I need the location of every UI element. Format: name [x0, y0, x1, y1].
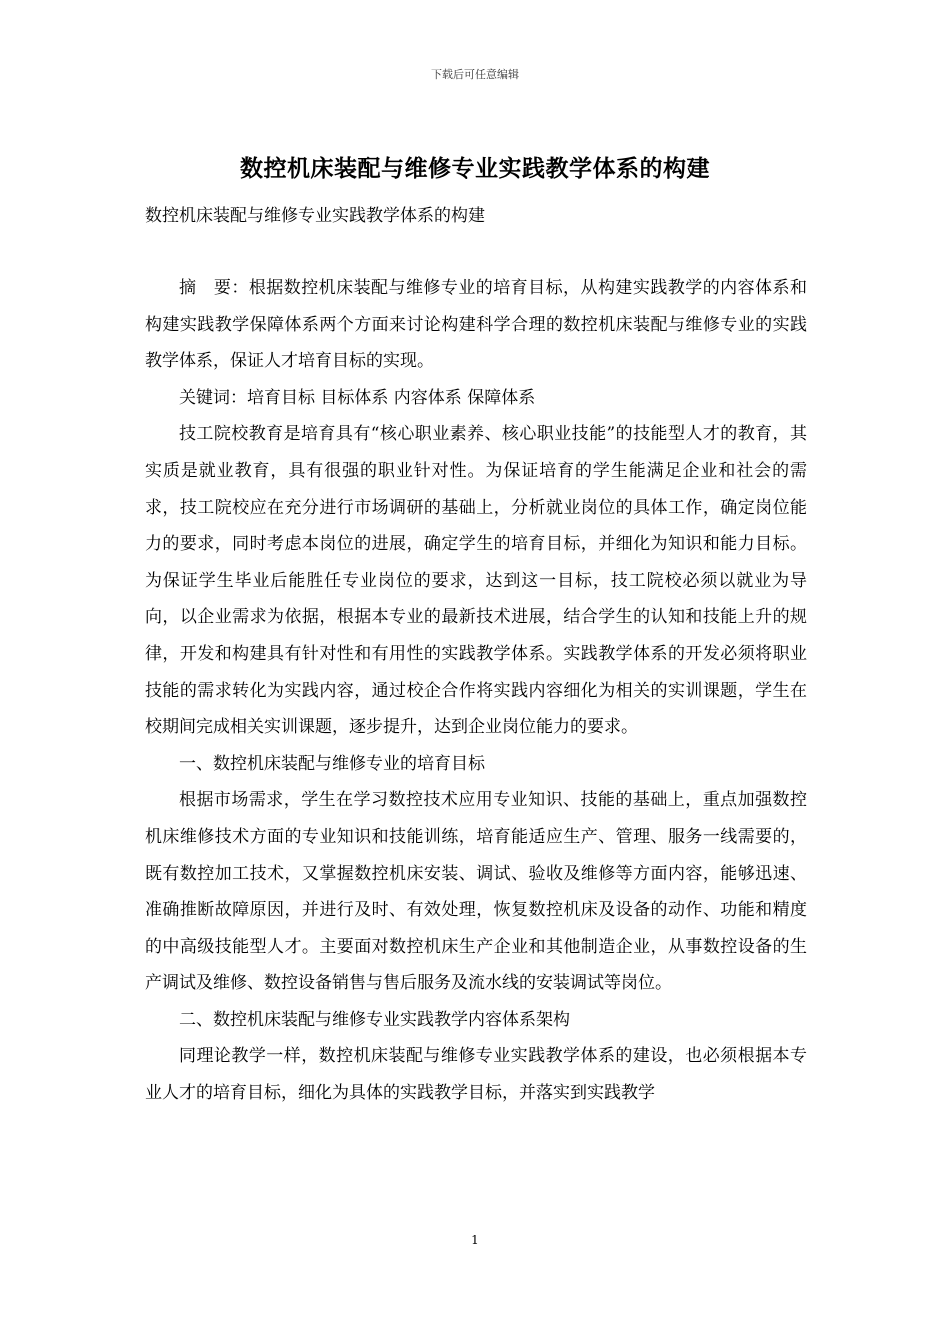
abstract-paragraph: 摘 要：根据数控机床装配与维修专业的培育目标，从构建实践教学的内容体系和构建实践教学保障体系两个方面来讨论构建科学合理的数控机床装配与维修专业的实践教学体系，保证人才培育目标的实现。: [145, 278, 807, 372]
page-number: 1: [471, 1233, 479, 1247]
page-header-note: 下载后可任意编辑: [431, 68, 519, 81]
section-heading-2: 二、数控机床装配与维修专业实践教学内容体系架构: [179, 1009, 570, 1030]
section-2-paragraph: 同理论教学一样，数控机床装配与维修专业实践教学体系的建设，也必须根据本专业人才的培育目标，细化为具体的实践教学目标，并落实到实践教学: [145, 1046, 807, 1104]
document-body: [145, 270, 807, 1112]
section-heading-1: 一、数控机床装配与维修专业的培育目标: [179, 753, 485, 774]
keywords-paragraph: 关键词：培育目标 目标体系 内容体系 保障体系: [179, 387, 536, 408]
document-subtitle: 数控机床装配与维修专业实践教学体系的构建: [145, 206, 485, 226]
intro-paragraph: 技工院校教育是培育具有“核心职业素养、核心职业技能”的技能型人才的教育，其实质是就业教育，具有很强的职业针对性。为保证培育的学生能满足企业和社会的需求，技工院校应在充分进行市场调研的基础上，分析就业岗位的具体工作，确定岗位能力的要求，同时考虑本岗位的进展，确定学生的培育目标，并细化为知识和能力目标。为保证学生毕业后能胜任专业岗位的要求，达到这一目标，技工院校必须以就业为导向，以企业需求为依据，根据本专业的最新技术进展，结合学生的认知和技能上升的规律，开发和构建具有针对性和有用性的实践教学体系。实践教学体系的开发必须将职业技能的需求转化为实践内容，通过校企合作将实践内容细化为相关的实训课题，学生在校期间完成相关实训课题，逐步提升，达到企业岗位能力的要求。: [145, 424, 807, 738]
section-1-paragraph: 根据市场需求，学生在学习数控技术应用专业知识、技能的基础上，重点加强数控机床维修技术方面的专业知识和技能训练，培育能适应生产、管理、服务一线需要的，既有数控加工技术，又掌握数控机床安装、调试、验收及维修等方面内容，能够迅速、准确推断故障原因，并进行及时、有效处理，恢复数控机床及设备的动作、功能和精度的中高级技能型人才。主要面对数控机床生产企业和其他制造企业，从事数控设备的生产调试及维修、数控设备销售与售后服务及流水线的安装调试等岗位。: [145, 790, 807, 994]
document-title: 数控机床装配与维修专业实践教学体系的构建: [240, 155, 710, 182]
